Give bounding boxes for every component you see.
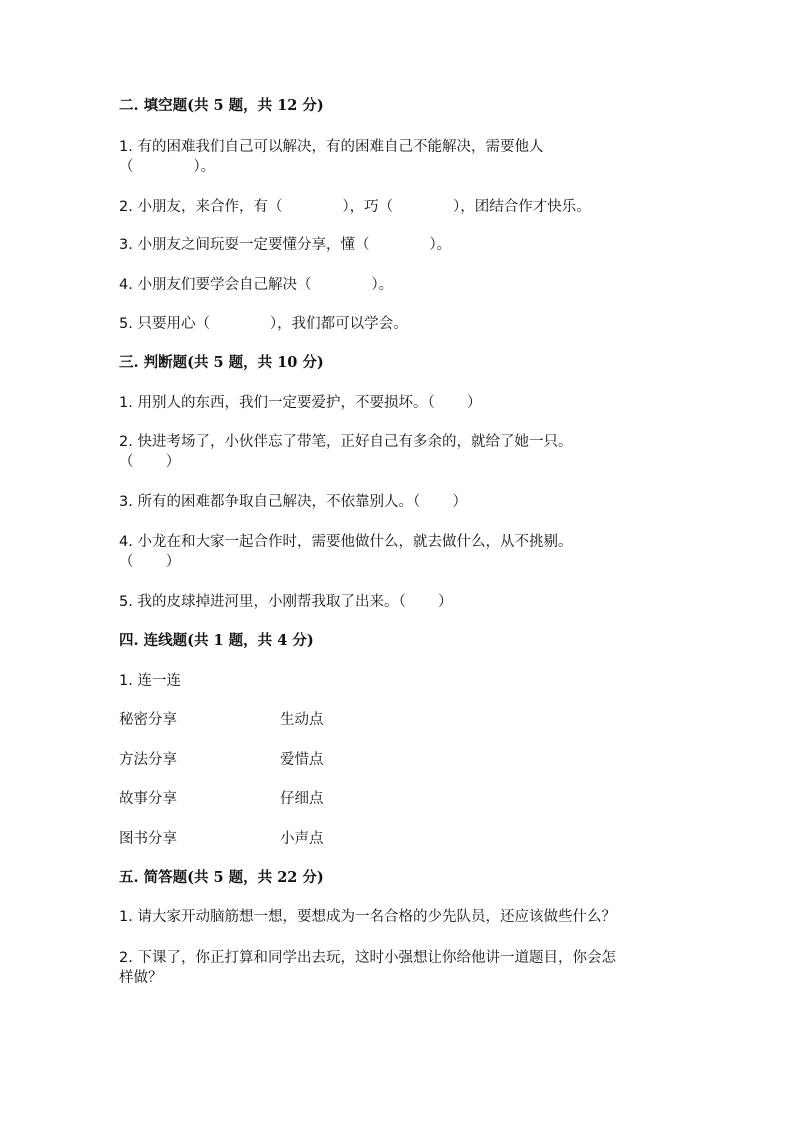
match-left-item: 秘密分享	[119, 712, 177, 728]
match-right-item: 爱惜点	[280, 752, 324, 768]
judge-question-5: 5. 我的皮球掉进河里，小刚帮我取了出来。（ ）	[119, 594, 453, 610]
fill-question-4: 4. 小朋友们要学会自己解决（ ）。	[119, 277, 394, 293]
match-right-item: 小声点	[280, 831, 324, 847]
short-question-2-line-1: 2. 下课了，你正打算和同学出去玩，这时小强想让你给他讲一道题目，你会怎	[119, 950, 616, 966]
section-heading-fill: 二. 填空题(共 5 题，共 12 分)	[119, 97, 324, 114]
fill-question-2: 2. 小朋友，来合作，有（ ），巧（ ），团结合作才快乐。	[119, 199, 591, 215]
section-heading-judge: 三. 判断题(共 5 题，共 10 分)	[119, 354, 324, 371]
judge-question-2-line-1: 2. 快进考场了，小伙伴忘了带笔，正好自己有多余的，就给了她一只。	[119, 434, 573, 450]
judge-question-4-line-2: （ ）	[119, 554, 181, 570]
match-question-1: 1. 连一连	[119, 673, 181, 689]
judge-question-4-line-1: 4. 小龙在和大家一起合作时，需要他做什么，就去做什么，从不挑剔。	[119, 534, 573, 550]
section-heading-short: 五. 简答题(共 5 题，共 22 分)	[119, 869, 324, 886]
judge-question-3: 3. 所有的困难都争取自己解决，不依靠别人。（ ）	[119, 494, 467, 510]
fill-question-5: 5. 只要用心（ ），我们都可以学会。	[119, 316, 408, 332]
fill-question-1-line-2: （ ）。	[119, 159, 216, 175]
fill-question-1-line-1: 1. 有的困难我们自己可以解决，有的困难自己不能解决，需要他人	[119, 139, 544, 155]
short-question-2-line-2: 样做？	[119, 970, 163, 986]
match-right-item: 生动点	[280, 712, 324, 728]
match-left-item: 图书分享	[119, 831, 177, 847]
judge-question-1: 1. 用别人的东西，我们一定要爱护，不要损坏。（ ）	[119, 395, 482, 411]
match-left-item: 方法分享	[119, 752, 177, 768]
short-question-1: 1. 请大家开动脑筋想一想，要想成为一名合格的少先队员，还应该做些什么？	[119, 909, 616, 925]
section-heading-match: 四. 连线题(共 1 题，共 4 分)	[119, 632, 314, 649]
judge-question-2-line-2: （ ）	[119, 454, 181, 470]
match-right-item: 仔细点	[280, 791, 324, 807]
fill-question-3: 3. 小朋友之间玩耍一定要懂分享，懂（ ）。	[119, 237, 452, 253]
match-left-item: 故事分享	[119, 791, 177, 807]
